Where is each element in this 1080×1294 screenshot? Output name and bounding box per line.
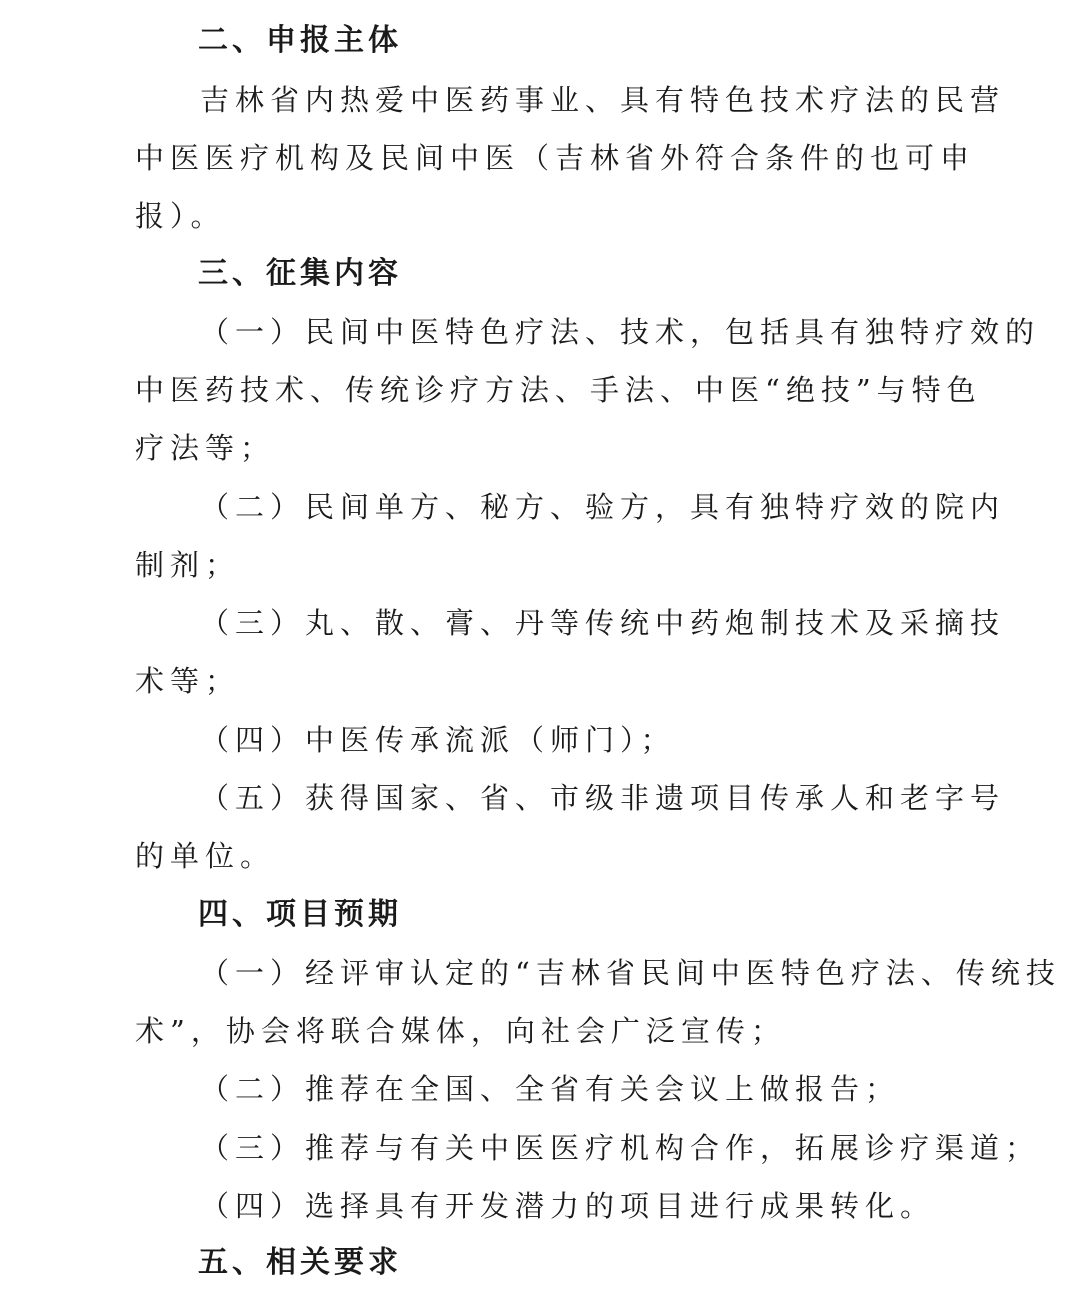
paragraph-line: （四）中医传承流派（师门）；	[200, 723, 676, 757]
paragraph-line: 的单位。	[135, 839, 276, 873]
paragraph-line: 术等；	[135, 664, 241, 698]
paragraph-line: （四）选择具有开发潜力的项目进行成果转化。	[200, 1189, 936, 1223]
section-heading-requirements: 五、相关要求	[198, 1245, 402, 1280]
section-heading-collection-content: 三、征集内容	[198, 256, 402, 291]
paragraph-line: （一）经评审认定的“吉林省民间中医特色疗法、传统技	[200, 956, 1061, 990]
paragraph-line: （二）民间单方、秘方、验方，具有独特疗效的院内	[200, 490, 1006, 524]
paragraph-line: （三）丸、散、膏、丹等传统中药炮制技术及采摘技	[200, 606, 1006, 640]
paragraph-line: 疗法等；	[135, 431, 276, 465]
paragraph-line: （二）推荐在全国、全省有关会议上做报告；	[200, 1072, 901, 1106]
paragraph-line: 中医药技术、传统诊疗方法、手法、中医“绝技”与特色	[135, 373, 982, 407]
paragraph-line: 报）。	[135, 199, 226, 233]
paragraph-line: 中医医疗机构及民间中医（吉林省外符合条件的也可申	[135, 141, 976, 175]
section-heading-expectations: 四、项目预期	[198, 897, 402, 932]
paragraph-line: （一）民间中医特色疗法、技术，包括具有独特疗效的	[200, 315, 1041, 349]
paragraph-line: 吉林省内热爱中医药事业、具有特色技术疗法的民营	[200, 83, 1006, 117]
paragraph-line: 制剂；	[135, 548, 241, 582]
paragraph-line: （三）推荐与有关中医医疗机构合作，拓展诊疗渠道；	[200, 1131, 1041, 1165]
section-heading-applicants: 二、申报主体	[198, 23, 402, 58]
paragraph-line: 术”，协会将联合媒体，向社会广泛宣传；	[135, 1014, 786, 1048]
paragraph-line: （五）获得国家、省、市级非遗项目传承人和老字号	[200, 781, 1006, 815]
